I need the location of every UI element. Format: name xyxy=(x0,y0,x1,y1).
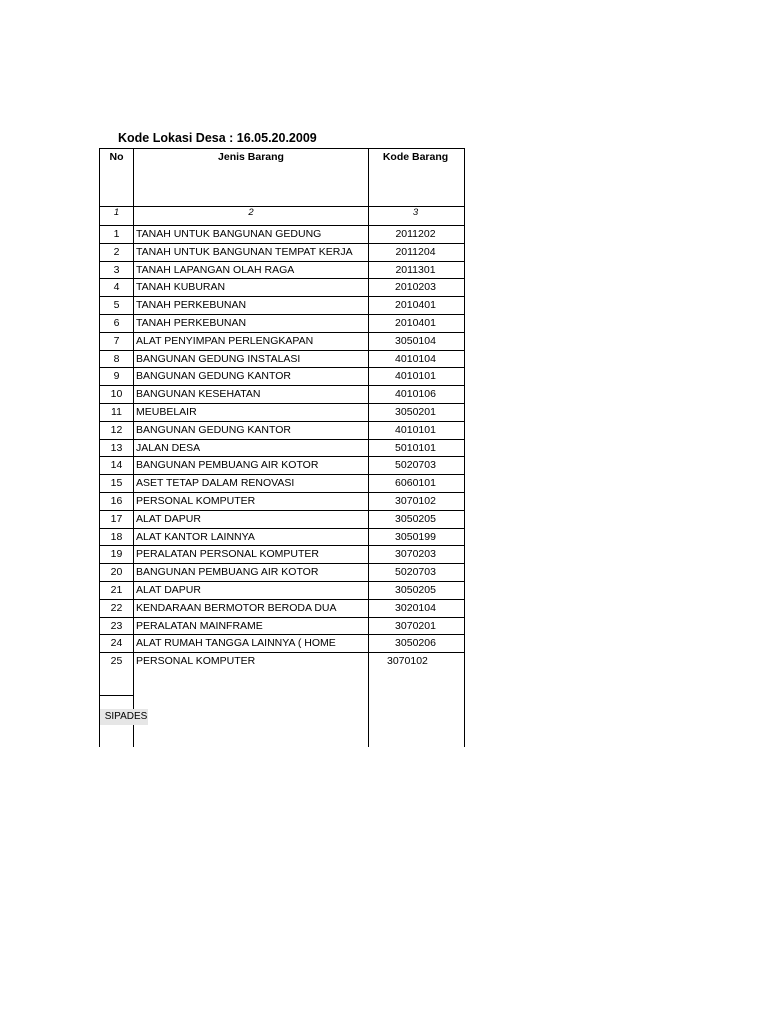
tail-kode-cell xyxy=(369,671,462,747)
row-no-cell: 7 xyxy=(100,333,134,350)
row-jenis-cell: BANGUNAN PEMBUANG AIR KOTOR xyxy=(134,564,369,581)
row-jenis-cell: TANAH PERKEBUNAN xyxy=(134,315,369,332)
table-row xyxy=(100,493,464,511)
row-jenis-cell: TANAH LAPANGAN OLAH RAGA xyxy=(134,262,369,279)
row-jenis-cell: ALAT KANTOR LAINNYA xyxy=(134,529,369,546)
column-number: 3 xyxy=(412,207,419,218)
table-row xyxy=(100,457,464,475)
table-row xyxy=(100,422,464,440)
row-jenis-cell: TANAH PERKEBUNAN xyxy=(134,297,369,314)
column-number: 1 xyxy=(100,207,134,225)
row-jenis-cell: KENDARAAN BERMOTOR BERODA DUA xyxy=(134,600,369,617)
table-row xyxy=(100,368,464,386)
row-kode-cell: 3050205 xyxy=(395,583,436,596)
row-jenis-cell: JALAN DESA xyxy=(134,440,369,457)
row-jenis-cell: TANAH UNTUK BANGUNAN TEMPAT KERJA xyxy=(134,244,369,261)
row-kode-cell: 4010106 xyxy=(395,388,436,401)
table-row xyxy=(100,297,464,315)
row-jenis-cell: ALAT DAPUR xyxy=(134,511,369,528)
row-kode-cell: 3070102 xyxy=(387,655,428,668)
table-row xyxy=(100,279,464,297)
tail-no-cell xyxy=(100,671,148,747)
row-kode-cell: 2010203 xyxy=(395,281,436,294)
row-no-cell: 18 xyxy=(100,529,134,546)
row-jenis-cell: ASET TETAP DALAM RENOVASI xyxy=(134,475,369,492)
row-jenis-cell: BANGUNAN PEMBUANG AIR KOTOR xyxy=(134,457,369,474)
row-kode-cell: 4010104 xyxy=(395,352,436,365)
row-no-cell: 17 xyxy=(100,511,134,528)
row-no-cell: 9 xyxy=(100,368,134,385)
row-no-cell: 20 xyxy=(100,564,134,581)
row-jenis-cell: ALAT RUMAH TANGGA LAINNYA ( HOME xyxy=(134,635,369,652)
column-number-row xyxy=(100,207,464,226)
sipades-label: SIPADES xyxy=(100,709,148,725)
row-jenis-cell: PERSONAL KOMPUTER xyxy=(134,653,369,671)
column-number: 2 xyxy=(134,207,369,225)
table-row xyxy=(100,404,464,422)
row-kode-cell: 2011204 xyxy=(395,245,436,258)
row-kode-cell: 2011301 xyxy=(395,263,436,276)
row-kode-cell: 6060101 xyxy=(395,477,436,490)
table-row xyxy=(100,546,464,564)
row-no-cell: 8 xyxy=(100,351,134,368)
row-kode-cell: 3050201 xyxy=(395,405,436,418)
row-no-cell: 23 xyxy=(100,618,134,635)
table-tail xyxy=(100,671,464,747)
row-kode-cell: 3050206 xyxy=(395,637,436,650)
table-row xyxy=(100,582,464,600)
row-jenis-cell: ALAT DAPUR xyxy=(134,582,369,599)
row-no-cell: 5 xyxy=(100,297,134,314)
row-kode-cell: 5020703 xyxy=(395,459,436,472)
table-row xyxy=(100,618,464,636)
row-no-cell: 22 xyxy=(100,600,134,617)
row-jenis-cell: PERSONAL KOMPUTER xyxy=(134,493,369,510)
table-row xyxy=(100,262,464,280)
row-no-cell: 6 xyxy=(100,315,134,332)
table-row xyxy=(100,440,464,458)
row-jenis-cell: ALAT PENYIMPAN PERLENGKAPAN xyxy=(134,333,369,350)
table-row xyxy=(100,600,464,618)
table-row xyxy=(100,333,464,351)
row-jenis-cell: PERALATAN PERSONAL KOMPUTER xyxy=(134,546,369,563)
row-kode-cell: 4010101 xyxy=(395,370,436,383)
row-kode-cell: 3070201 xyxy=(395,619,436,632)
row-jenis-cell: BANGUNAN KESEHATAN xyxy=(134,386,369,403)
table-row xyxy=(100,475,464,493)
table-row xyxy=(100,315,464,333)
row-kode-cell: 3050104 xyxy=(395,334,436,347)
table-row xyxy=(100,226,464,244)
table-row xyxy=(100,635,464,653)
row-no-cell: 4 xyxy=(100,279,134,296)
row-no-cell: 1 xyxy=(100,226,134,243)
row-kode-cell: 3050199 xyxy=(395,530,436,543)
row-kode-cell: 5020703 xyxy=(395,566,436,579)
header-jenis-barang: Jenis Barang xyxy=(134,149,369,206)
row-no-cell: 19 xyxy=(100,546,134,563)
table-body xyxy=(100,226,464,671)
row-jenis-cell: TANAH UNTUK BANGUNAN GEDUNG xyxy=(134,226,369,243)
row-no-cell: 12 xyxy=(100,422,134,439)
row-jenis-cell: PERALATAN MAINFRAME xyxy=(134,618,369,635)
row-kode-cell: 2010401 xyxy=(395,299,436,312)
row-jenis-cell: TANAH KUBURAN xyxy=(134,279,369,296)
table-row xyxy=(100,564,464,582)
table-row xyxy=(100,511,464,529)
inventory-table xyxy=(99,148,465,747)
table-header-row xyxy=(100,149,464,207)
row-no-cell: 25 xyxy=(100,653,134,671)
row-kode-cell: 3070203 xyxy=(395,548,436,561)
row-no-cell: 21 xyxy=(100,582,134,599)
row-no-cell: 15 xyxy=(100,475,134,492)
row-kode-cell: 2011202 xyxy=(395,228,436,240)
table-row xyxy=(100,244,464,262)
row-kode-cell: 4010101 xyxy=(395,423,436,436)
row-no-cell: 10 xyxy=(100,386,134,403)
row-no-cell: 2 xyxy=(100,244,134,261)
row-no-cell: 3 xyxy=(100,262,134,279)
row-kode-cell: 3070102 xyxy=(395,494,436,507)
row-kode-cell: 3050205 xyxy=(395,512,436,525)
row-no-cell: 13 xyxy=(100,440,134,457)
tail-jenis-cell xyxy=(134,671,369,747)
table-row xyxy=(100,529,464,547)
row-jenis-cell: BANGUNAN GEDUNG INSTALASI xyxy=(134,351,369,368)
page-title: Kode Lokasi Desa : 16.05.20.2009 xyxy=(118,131,317,145)
row-no-cell: 11 xyxy=(100,404,134,421)
table-row xyxy=(100,653,464,671)
row-jenis-cell: BANGUNAN GEDUNG KANTOR xyxy=(134,368,369,385)
row-no-cell: 16 xyxy=(100,493,134,510)
row-kode-cell: 3020104 xyxy=(395,601,436,614)
table-row xyxy=(100,351,464,369)
row-jenis-cell: MEUBELAIR xyxy=(134,404,369,421)
row-no-cell: 14 xyxy=(100,457,134,474)
row-kode-cell: 2010401 xyxy=(395,316,436,329)
table-row xyxy=(100,386,464,404)
row-no-cell: 24 xyxy=(100,635,134,652)
header-kode-barang: Kode Barang xyxy=(382,151,449,163)
header-no: No xyxy=(100,149,134,206)
row-jenis-cell: BANGUNAN GEDUNG KANTOR xyxy=(134,422,369,439)
row-kode-cell: 5010101 xyxy=(395,441,436,454)
